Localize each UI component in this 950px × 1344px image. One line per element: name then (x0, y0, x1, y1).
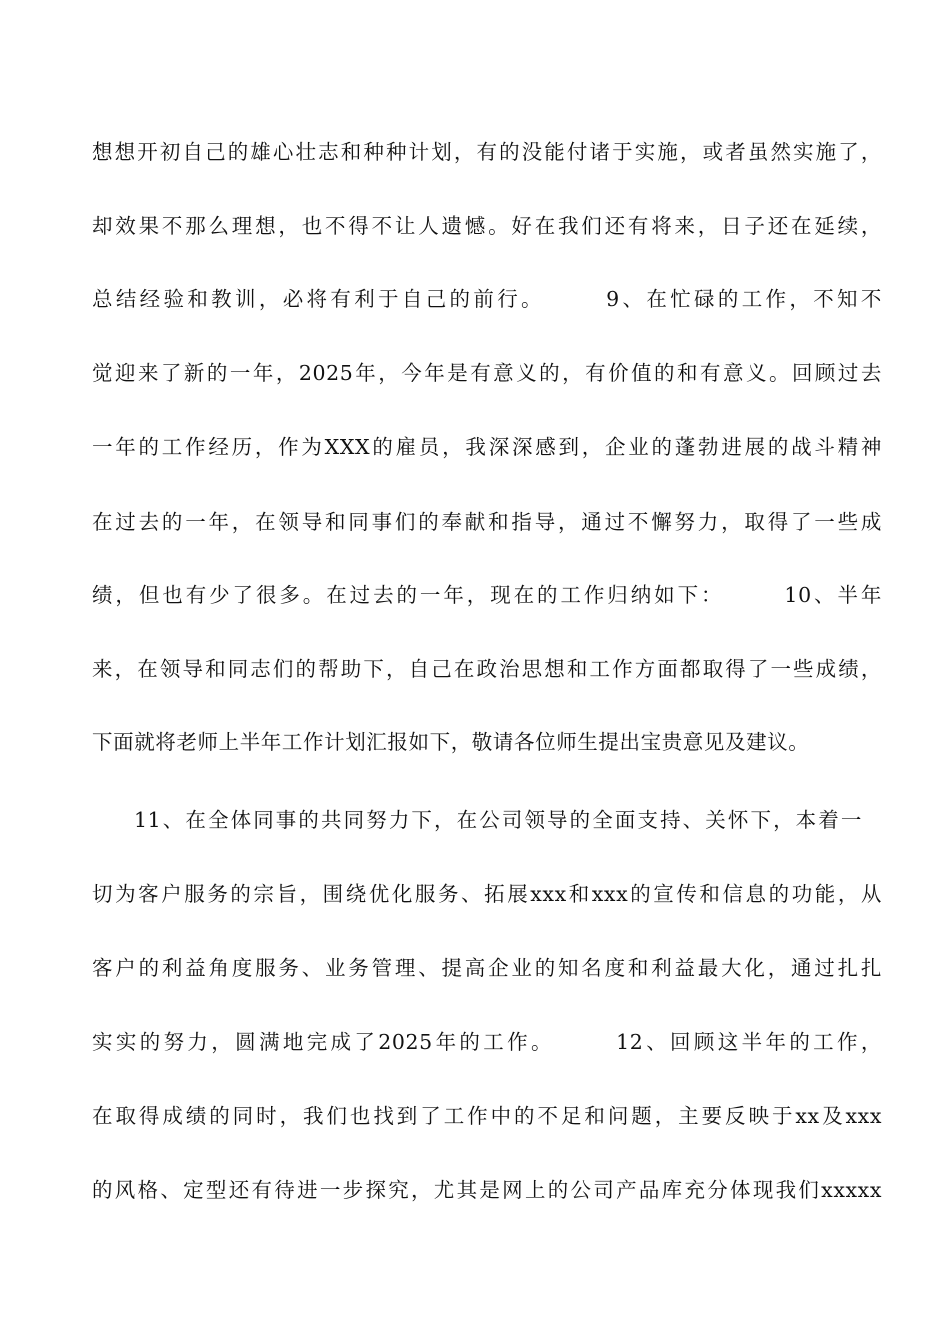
text-line-1: 想想开初自己的雄心壮志和种种计划，有的没能付诸于实施，或者虽然实施了， (92, 140, 882, 164)
text-line-12: 客户的利益角度服务、业务管理、提高企业的知名度和利益最大化，通过扎扎 (92, 956, 882, 980)
text-line-11: 切为客户服务的宗旨，围绕优化服务、拓展xxx和xxx的宣传和信息的功能，从 (92, 882, 882, 906)
text-line-10: 11、在全体同事的共同努力下，在公司领导的全面支持、关怀下，本着一 (134, 808, 862, 832)
text-line-4: 觉迎来了新的一年，2025年，今年是有意义的，有价值的和有意义。回顾过去 (92, 361, 882, 385)
text-line-3: 总结经验和教训，必将有利于自己的前行。 9、在忙碌的工作，不知不 (92, 287, 882, 311)
text-line-9: 下面就将老师上半年工作计划汇报如下，敬请各位师生提出宝贵意见及建议。 (92, 730, 810, 754)
text-line-5: 一年的工作经历，作为XXX的雇员，我深深感到，企业的蓬勃进展的战斗精神 (92, 435, 882, 459)
text-line-7: 绩，但也有少了很多。在过去的一年，现在的工作归纳如下： 10、半年 (92, 583, 882, 607)
text-line-14: 在取得成绩的同时，我们也找到了工作中的不足和问题，主要反映于xx及xxx (92, 1104, 882, 1128)
text-line-8: 来，在领导和同志们的帮助下，自己在政治思想和工作方面都取得了一些成绩， (92, 657, 882, 681)
text-line-2: 却效果不那么理想，也不得不让人遗憾。好在我们还有将来，日子还在延续， (92, 214, 882, 238)
text-line-15: 的风格、定型还有待进一步探究，尤其是网上的公司产品库充分体现我们xxxxx (92, 1178, 882, 1202)
text-line-13: 实实的努力，圆满地完成了2025年的工作。 12、回顾这半年的工作， (92, 1030, 882, 1054)
text-line-6: 在过去的一年，在领导和同事们的奉献和指导，通过不懈努力，取得了一些成 (92, 510, 882, 534)
